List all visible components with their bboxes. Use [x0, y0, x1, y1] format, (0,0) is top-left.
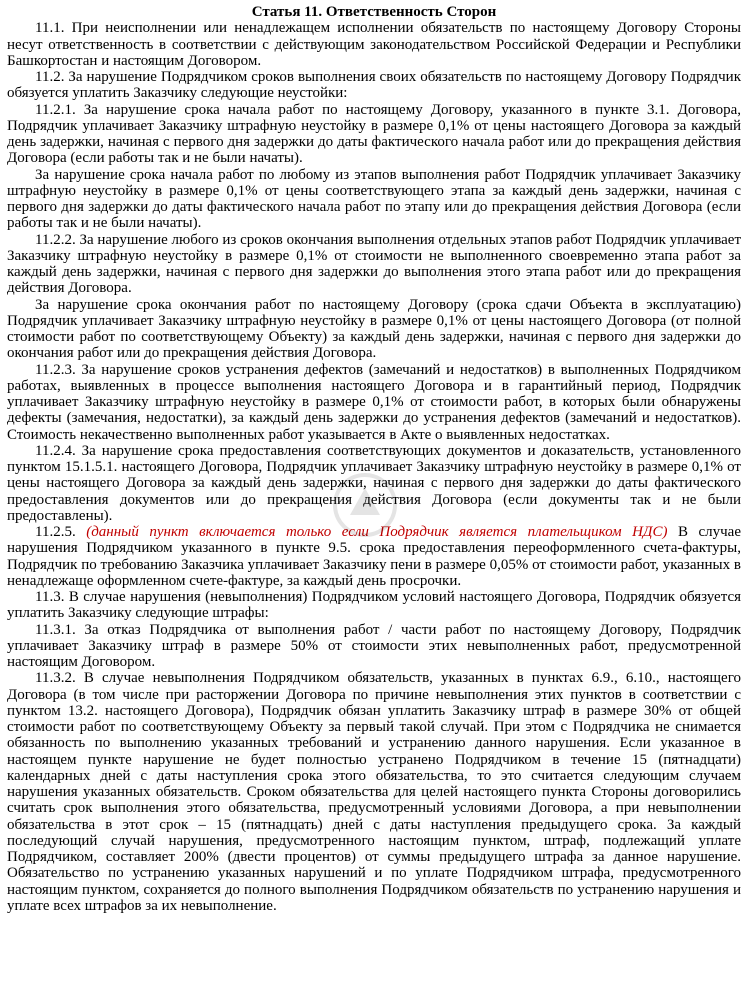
clause-number: 11.2.5. [35, 524, 76, 540]
clause-11-3-1: 11.3.1. За отказ Подрядчика от выполнения работ / части работ по настоящему Договору, Подрядчик уплачивает Заказчику штраф в размере 50% от стоимости этих невыполненных работ, предусмотренной настоящим Договором. [7, 621, 741, 670]
clause-11-2-1: 11.2.1. За нарушение срока начала работ по настоящему Договору, указанного в пункте 3.1. Договора, Подрядчик уплачивает Заказчику штрафную неустойку в размере 0,1% от цены настоящего Договора за каждый день задержки, начиная с первого дня задержки до даты фактического начала работ или до прекращения действия Договора (если работы так и не были начаты). [7, 101, 741, 167]
clause-11-2-1-stage: За нарушение срока начала работ по любому из этапов выполнения работ Подрядчик уплачивает Заказчику штрафную неустойку в размере 0,1% от цены соответствующего этапа за каждый день задержки, начиная с первого дня задержки до даты фактического начала работ по этапу или до прекращения действия Договора (если работы так и не были начаты). [7, 166, 741, 232]
clause-11-1: 11.1. При неисполнении или ненадлежащем исполнении обязательств по настоящему Договору Стороны несут ответственность в соответствии с действующим законодательством Российской Федерации и Республики Башкортостан и настоящим Договором. [7, 20, 741, 69]
clause-11-2-4: 11.2.4. За нарушение срока предоставления соответствующих документов и доказательств, установленного пунктом 15.1.5.1. настоящего Договора, Подрядчик уплачивает Заказчику штрафную неустойку в размере 0,1% от цены настоящего Договора за каждый день задержки, начиная с первого дня задержки до даты фактического предоставления документов или до прекращения действия Договора (если документы так и не были предоставлены). [7, 442, 741, 524]
clause-11-3: 11.3. В случае нарушения (невыполнения) Подрядчиком условий настоящего Договора, Подрядчик обязуется уплатить Заказчику следующие штрафы: [7, 589, 741, 622]
document-page [7, 0, 741, 914]
clause-11-2: 11.2. За нарушение Подрядчиком сроков выполнения своих обязательств по настоящему Договору Подрядчик обязуется уплатить Заказчику следующие неустойки: [7, 69, 741, 102]
clause-11-2-2-completion: За нарушение срока окончания работ по настоящему Договору (срока сдачи Объекта в эксплуатацию) Подрядчик уплачивает Заказчику штрафную неустойку в размере 0,1% от цены настоящего Договора (от полной стоимости работ по соответствующему Объекту) за каждый день задержки, начиная с первого дня задержки до окончания работ или до прекращения действия Договора. [7, 296, 741, 362]
clause-11-3-2: 11.3.2. В случае невыполнения Подрядчиком обязательств, указанных в пунктах 6.9., 6.10., настоящего Договора (в том числе при расторжении Договора по причине невыполнения этих пунктов в соответствии с пунктом 13.2. настоящего Договора), Подрядчик обязан уплатить Заказчику штраф в размере 30% от общей стоимости работ по соответствующему Объекту за первый такой случай. При этом с Подрядчика не снимается обязанность по выполнению указанных требований и устранению данного нарушения. Если указанное в настоящем пункте нарушение не будет полностью устранено Подрядчиком в течение 15 (пятнадцати) календарных дней с даты наступления срока этого обязательства, то это считается следующим случаем нарушения указанных обязательств. Сроком обязательства для целей настоящего пункта Стороны договорились считать срок выполнения этого обязательства, предусмотренный условиями Договора, а при невыполнении обязательства в этот срок – 15 (пятнадцать) дней с даты наступления предыдущего срока. За каждый последующий случай нарушения, предусмотренного настоящим пунктом, штраф, подлежащий уплате Подрядчиком, составляет 200% (двести процентов) от суммы предыдущего штрафа за данное нарушение. Обязательство по устранению указанных нарушений и по уплате Подрядчиком штрафа, предусмотренного настоящим пунктом, сохраняется до полного выполнения Подрядчиком обязательств по устранению нарушения и уплате всех штрафов за их невыполнение. [7, 670, 741, 914]
clause-text: В случае нарушения Подрядчиком указанного в пункте 9.5. срока предоставления переоформленного счета-фактуры, Подрядчик по требованию Заказчика уплачивает Заказчику пени в размере 0,05% от стоимости работ, указанных в ненадлежаще оформленном счете-фактуре, за каждый день просрочки. [7, 524, 742, 589]
clause-11-2-2: 11.2.2. За нарушение любого из сроков окончания выполнения отдельных этапов работ Подрядчик уплачивает Заказчику штрафную неустойку в размере 0,1% от стоимости не выполненного своевременно этапа работ за каждый день задержки, начиная с первого дня задержки до выполнения этого этапа работ или до прекращения действия Договора. [7, 231, 742, 297]
clause-11-2-3: 11.2.3. За нарушение сроков устранения дефектов (замечаний и недостатков) в выполненных Подрядчиком работах, выявленных в процессе выполнения настоящего Договора и в гарантийный период, Подрядчик уплачивает Заказчику штрафную неустойку в размере 0,1% от стоимости работ, в которых были обнаружены дефекты (замечания, недостатки), за каждый день задержки до устранения дефектов (замечаний и недостатков). Стоимость некачественно выполненных работ указывается в Акте о выявленных недостатках. [7, 361, 741, 443]
vat-note: (данный пункт включается только если Подрядчик является плательщиком НДС) [86, 524, 668, 540]
article-title: Статья 11. Ответственность Сторон [251, 4, 497, 20]
faint-logo-icon [330, 470, 400, 540]
